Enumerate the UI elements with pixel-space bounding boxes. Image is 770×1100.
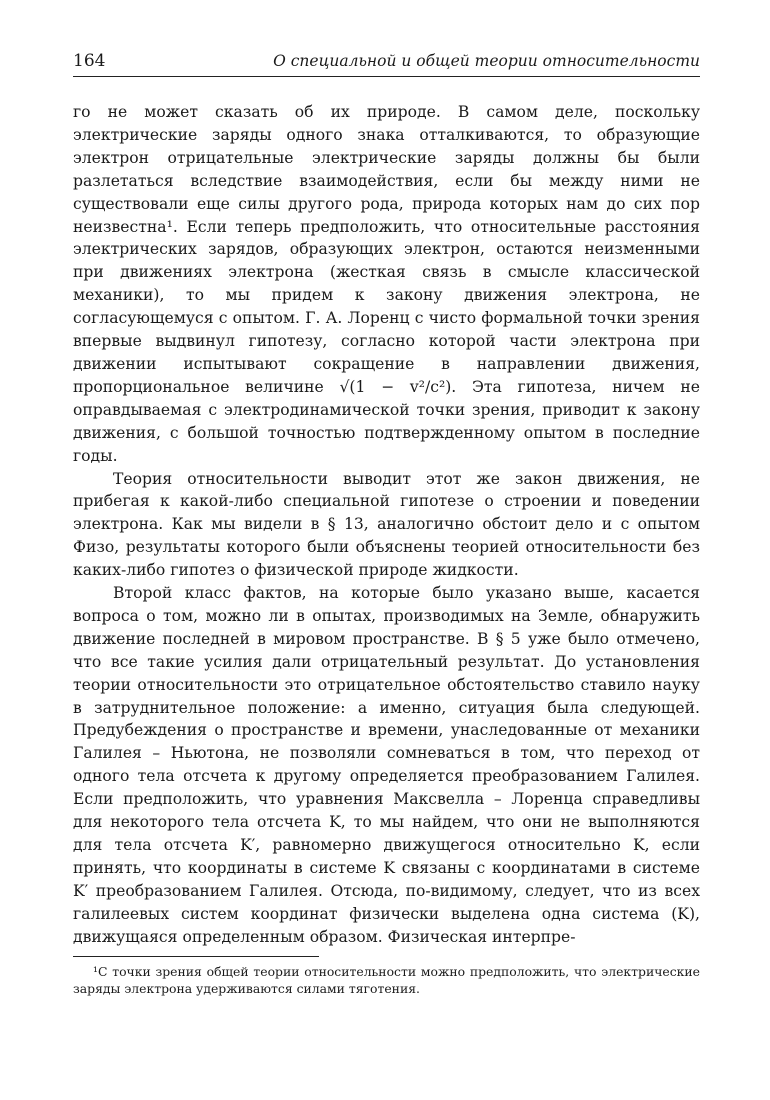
- main-text: [73, 101, 700, 949]
- paragraph-2: Теория относительности выводит этот же закон движения, не прибегая к какой-либо специальной гипотезе о строении и поведении электрона. Как мы видели в § 13, аналогично обстоит дело и с опытом Физо, результаты которого были объяснены теорией относительности без каких-либо гипотез о физической природе жидкости.: [73, 469, 700, 580]
- book-page: [73, 48, 700, 997]
- footnote-rule: [73, 956, 319, 957]
- paragraph-3: Второй класс фактов, на которые было указано выше, касается вопроса о том, можно ли в опытах, производимых на Земле, обнаружить движение последней в мировом пространстве. В § 5 уже было отмечено, что все такие усилия дали отрицательный результат. До установления теории относительности это отрицательное обстоятельство ставило науку в затруднительное положение: а именно, ситуация была следующей. Предубеждения о пространстве и времени, унаследованные от механики Галилея – Ньютона, не позволяли сомневаться в том, что переход от одного тела отсчета к другому определяется преобразованием Галилея. Если предположить, что уравнения Максвелла – Лоренца справедливы для некоторого тела отсчета K, то мы найдем, что они не выполняются для тела отсчета K′, равномерно движущегося относительно K, если принять, что координаты в системе K связаны с координатами в системе K′ преобразованием Галилея. Отсюда, по-видимому, следует, что из всех галилеевых систем координат физически выделена одна система (K), движущаяся определенным образом. Физическая интерпре-: [73, 584, 700, 946]
- running-title: О специальной и общей теории относительности: [273, 52, 700, 70]
- footnote: ¹С точки зрения общей теории относительности можно предположить, что электрические заряды электрона удерживаются силами тяготения.: [73, 963, 700, 996]
- running-header: [73, 48, 700, 77]
- paragraph-1: го не может сказать об их природе. В самом деле, поскольку электрические заряды одного знака отталкиваются, то образующие электрон отрицательные электрические заряды должны бы были разлетаться вследствие взаимодействия, если бы между ними не существовали еще силы другого рода, природа которых нам до сих пор неизвестна¹. Если теперь предположить, что относительные расстояния электрических зарядов, образующих электрон, остаются неизменными при движениях электрона (жесткая связь в смысле классической механики), то мы придем к закону движения электрона, не согласующемуся с опытом. Г. А. Лоренц с чисто формальной точки зрения впервые выдвинул гипотезу, согласно которой части электрона при движении испытывают сокращение в направлении движения, пропорциональное величине √(1 − v²/c²). Эта гипотеза, ничем не оправдываемая с электродинамической точки зрения, приводит к закону движения, с большой точностью подтвержденному опытом в последние годы.: [73, 103, 700, 465]
- page-number: 164: [73, 51, 106, 71]
